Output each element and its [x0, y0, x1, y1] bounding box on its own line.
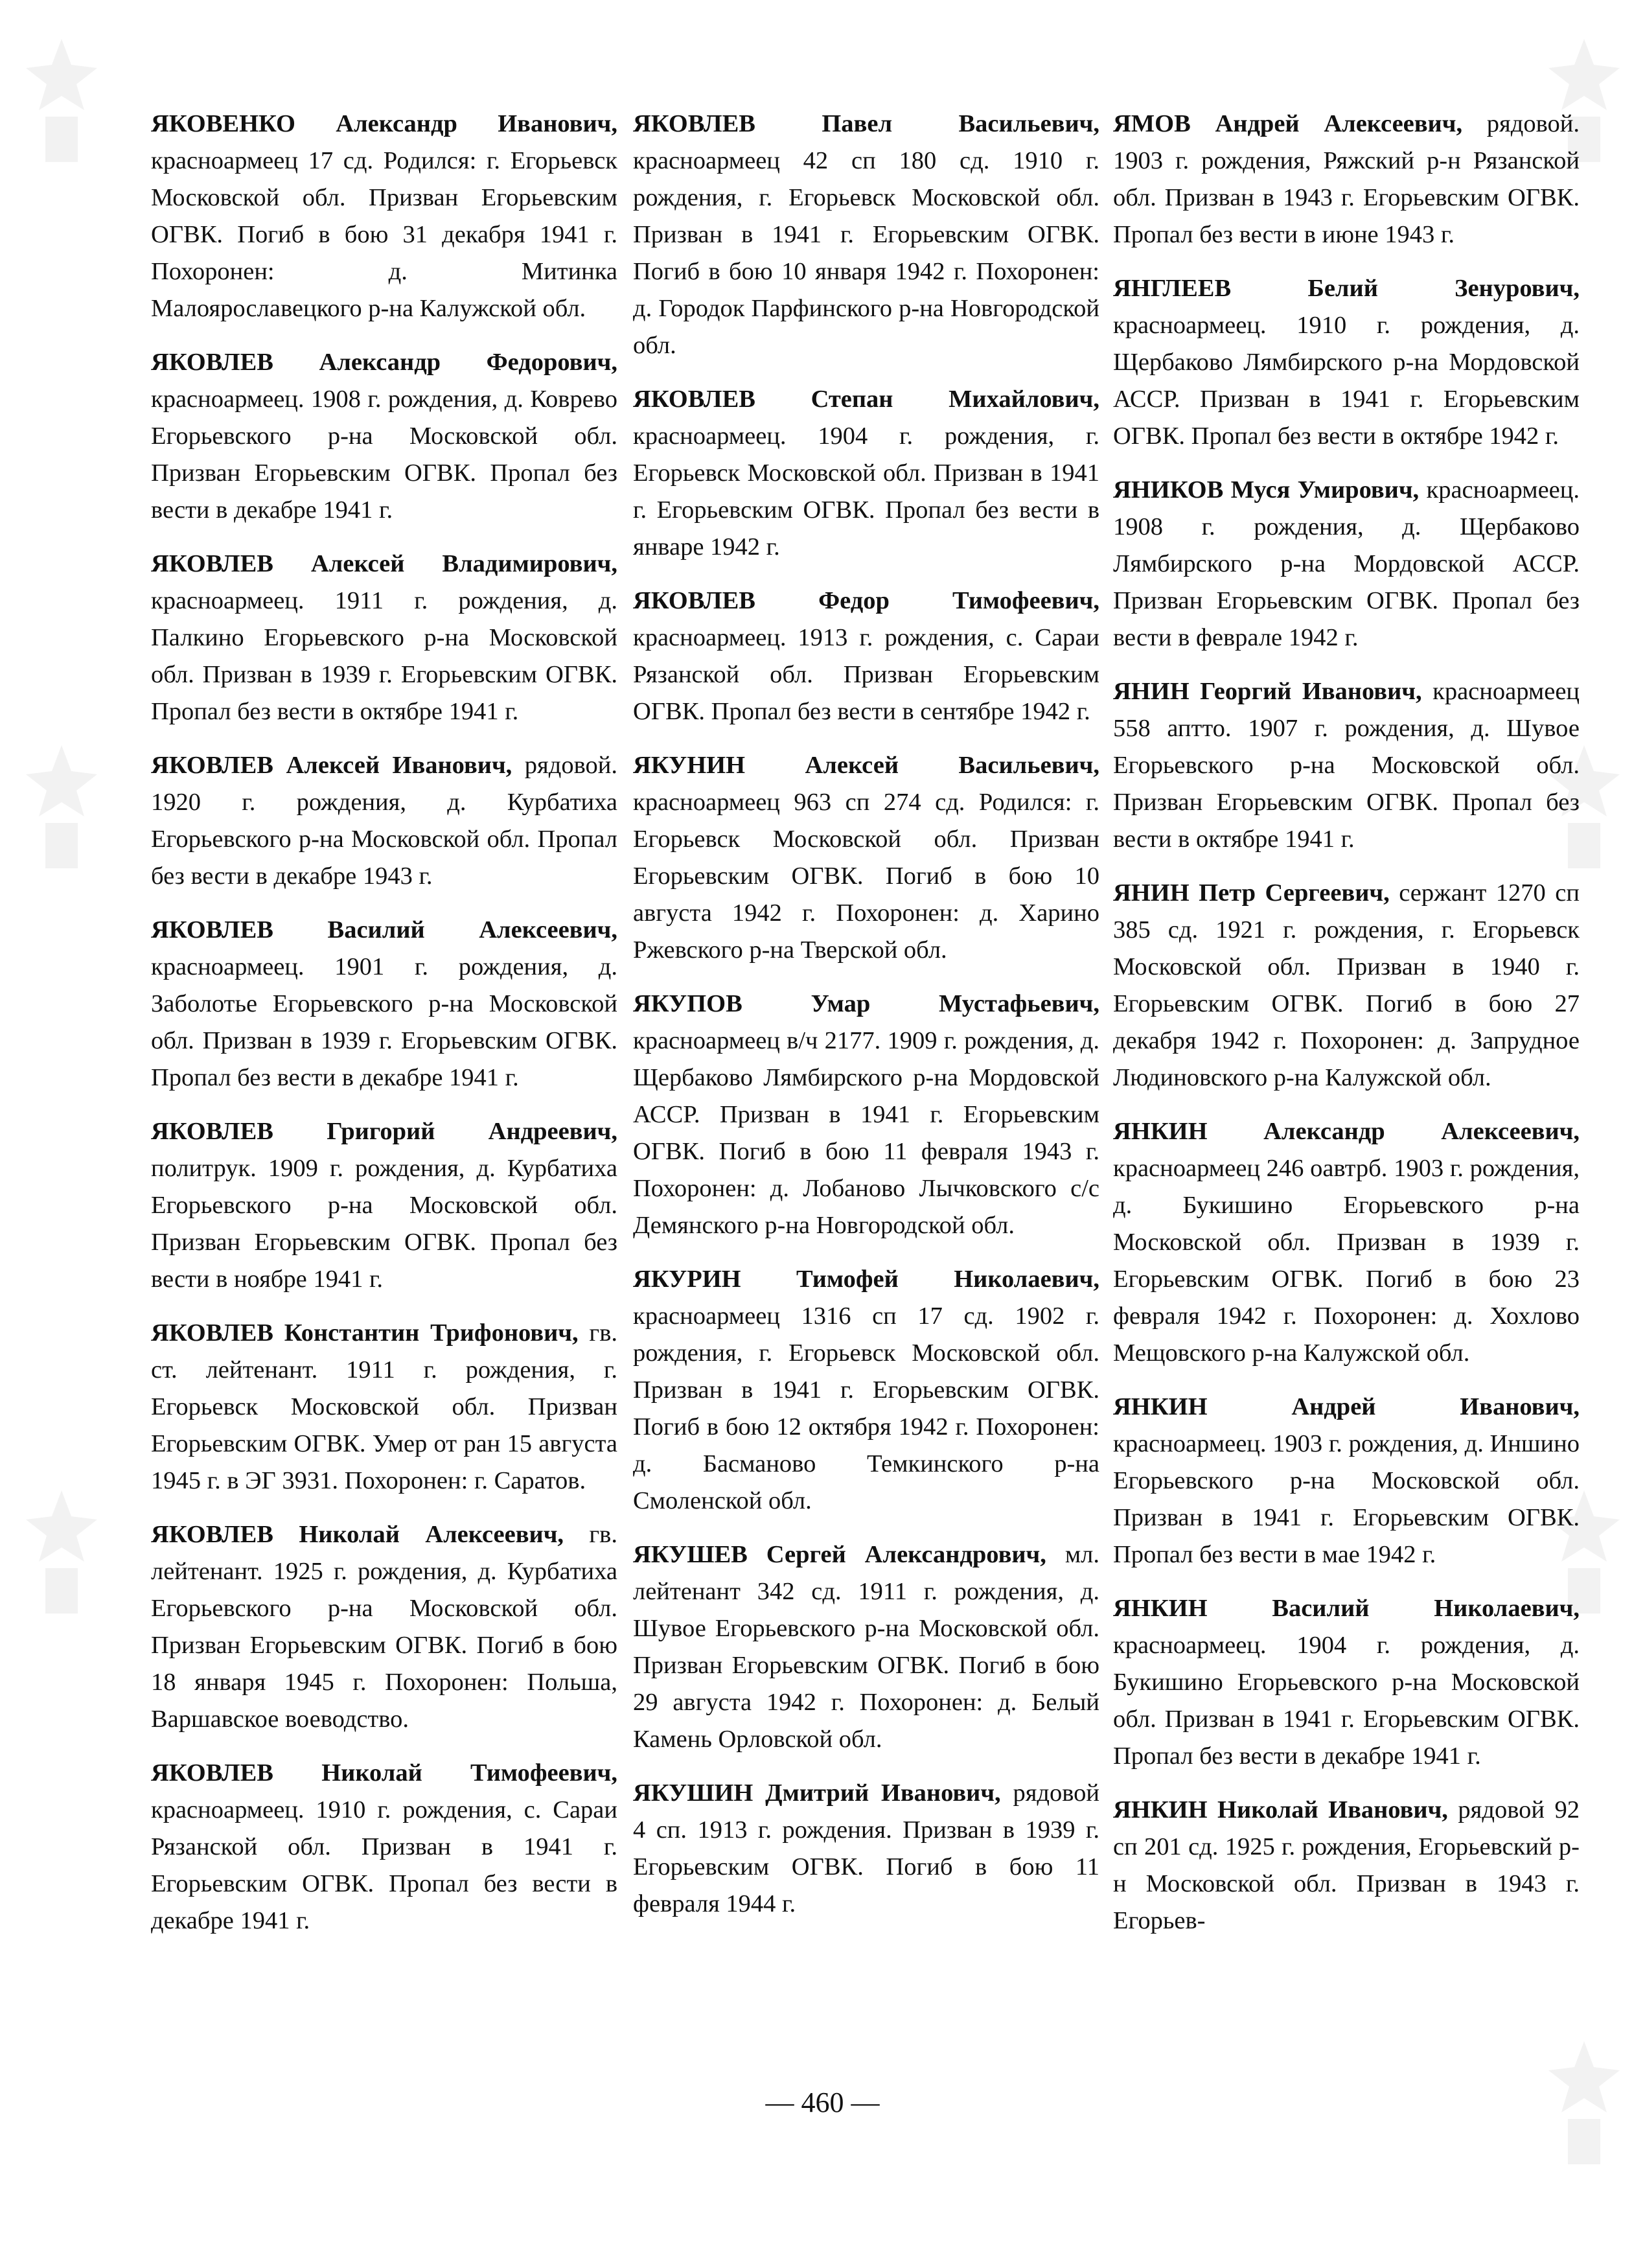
entry-text: гв. лейтенант. 1925 г. рождения, д. Курбатиха Егорьевского р-на Московской обл. Призван Егорьевским ОГВК. Погиб в бою 18 января 1945 г. Похоронен: Польша, Варшавское воеводство.: [151, 1521, 617, 1733]
entry-name: ЯКОВЛЕВ Василий Алексеевич,: [151, 916, 617, 943]
entry-name: ЯНКИН Василий Николаевич,: [1113, 1595, 1580, 1622]
entry: [1113, 1113, 1580, 1372]
entry: [1113, 270, 1580, 455]
entry-text: красноармеец 1316 сп 17 сд. 1902 г. рождения, г. Егорьевск Московской обл. Призван в 1941 г. Егорьевским ОГВК. Погиб в бою 12 октября 1942 г. Похоронен: д. Басманово Темкинского р-на Смоленской обл.: [633, 1302, 1099, 1514]
entry: [1113, 875, 1580, 1096]
entry-name: ЯКОВЕНКО Александр Иванович,: [151, 110, 617, 137]
entry-name: ЯНГЛЕЕВ Белий Зенурович,: [1113, 275, 1580, 302]
entry: [1113, 106, 1580, 253]
entry: [633, 1775, 1099, 1923]
entry: [1113, 1590, 1580, 1775]
entry: [633, 381, 1099, 566]
entry-name: ЯКОВЛЕВ Алексей Иванович,: [151, 752, 512, 779]
entry-name: ЯКОВЛЕВ Степан Михайлович,: [633, 386, 1099, 413]
entry-name: ЯНИН Георгий Иванович,: [1113, 678, 1422, 705]
column-2: [633, 106, 1099, 1939]
entry-name: ЯКУПОВ Умар Мустафьевич,: [633, 990, 1099, 1017]
entry-name: ЯНКИН Николай Иванович,: [1113, 1796, 1448, 1823]
entry-text: рядовой. 1920 г. рождения, д. Курбатиха Егорьевского р-на Московской обл. Пропал без вести в декабре 1943 г.: [151, 752, 617, 890]
entry: [633, 583, 1099, 730]
entry-name: ЯМОВ Андрей Алексеевич,: [1113, 110, 1463, 137]
entry-text: красноармеец 17 сд. Родился: г. Егорьевск Московской обл. Призван Егорьевским ОГВК. Погиб в бою 31 декабря 1941 г. Похоронен: д. Митинка Малоярославецкого р-на Калужской обл.: [151, 147, 617, 322]
entry: [151, 747, 617, 895]
entry-text: красноармеец. 1904 г. рождения, г. Егорьевск Московской обл. Призван в 1941 г. Егорьевским ОГВК. Пропал без вести в январе 1942 г.: [633, 422, 1099, 561]
entry-text: красноармеец. 1901 г. рождения, д. Заболотье Егорьевского р-на Московской обл. Призван в 1939 г. Егорьевским ОГВК. Пропал без вести в декабре 1941 г.: [151, 953, 617, 1091]
entry: [151, 1113, 617, 1298]
entry-text: красноармеец. 1903 г. рождения, д. Иншино Егорьевского р-на Московской обл. Призван в 1941 г. Егорьевским ОГВК. Пропал без вести в мае 1942 г.: [1113, 1430, 1580, 1568]
entry-name: ЯКОВЛЕВ Николай Тимофеевич,: [151, 1759, 617, 1787]
entry-name: ЯКОВЛЕВ Константин Трифонович,: [151, 1319, 579, 1347]
entry: [1113, 1792, 1580, 1939]
column-3: [1113, 106, 1580, 1956]
entry-text: сержант 1270 сп 385 сд. 1921 г. рождения, г. Егорьевск Московской обл. Призван в 1940 г. Егорьевским ОГВК. Погиб в бою 27 декабря 1942 г. Похоронен: д. Запрудное Людиновского р-на Калужской обл.: [1113, 879, 1580, 1091]
entry-name: ЯНКИН Александр Алексеевич,: [1113, 1118, 1580, 1145]
entry-text: красноармеец в/ч 2177. 1909 г. рождения, д. Щербаково Лямбирского р-на Мордовской АССР. Призван в 1941 г. Егорьевским ОГВК. Погиб в бою 11 февраля 1943 г. Похоронен: д. Лобаново Лычковского с/с Демянского р-на Новгородской обл.: [633, 1027, 1099, 1239]
entry: [633, 106, 1099, 364]
entry: [151, 1516, 617, 1738]
entry: [633, 1261, 1099, 1520]
entry-name: ЯНИН Петр Сергеевич,: [1113, 879, 1390, 907]
entry-name: ЯКОВЛЕВ Николай Алексеевич,: [151, 1521, 564, 1548]
entry-name: ЯНИКОВ Муся Умирович,: [1113, 476, 1420, 503]
entry: [633, 747, 1099, 969]
entry-text: красноармеец. 1913 г. рождения, с. Сараи Рязанской обл. Призван Егорьевским ОГВК. Пропал без вести в сентябре 1942 г.: [633, 624, 1099, 725]
entry: [633, 1536, 1099, 1758]
entry-text: политрук. 1909 г. рождения, д. Курбатиха Егорьевского р-на Московской обл. Призван Егорьевским ОГВК. Пропал без вести в ноябре 1941 г.: [151, 1155, 617, 1293]
entry-text: гв. ст. лейтенант. 1911 г. рождения, г. Егорьевск Московской обл. Призван Егорьевским ОГВК. Умер от ран 15 августа 1945 г. в ЭГ 3931. Похоронен: г. Саратов.: [151, 1319, 618, 1494]
entry-name: ЯКОВЛЕВ Федор Тимофеевич,: [633, 587, 1099, 614]
entry-text: красноармеец. 1908 г. рождения, д. Щербаково Лямбирского р-на Мордовской АССР. Призван Егорьевским ОГВК. Пропал без вести в феврале 1942 г.: [1113, 476, 1580, 651]
entry: [1113, 1389, 1580, 1573]
entry: [151, 106, 617, 327]
entry-text: красноармеец. 1910 г. рождения, д. Щербаково Лямбирского р-на Мордовской АССР. Призван в 1941 г. Егорьевским ОГВК. Пропал без вести в октябре 1942 г.: [1113, 312, 1580, 450]
entry-name: ЯКУШЕВ Сергей Александрович,: [633, 1541, 1046, 1568]
entry-text: красноармеец 42 сп 180 сд. 1910 г. рождения, г. Егорьевск Московской обл. Призван в 1941 г. Егорьевским ОГВК. Погиб в бою 10 января 1942 г. Похоронен: д. Городок Парфинского р-на Новгородской обл.: [633, 147, 1099, 359]
entry-name: ЯКОВЛЕВ Алексей Владимирович,: [151, 550, 617, 577]
entry-text: красноармеец 963 сп 274 сд. Родился: г. Егорьевск Московской обл. Призван Егорьевским ОГВК. Погиб в бою 10 августа 1942 г. Похоронен: д. Харино Ржевского р-на Тверской обл.: [633, 789, 1099, 964]
watermark-icon: [26, 39, 97, 168]
entry-text: красноармеец. 1911 г. рождения, д. Палкино Егорьевского р-на Московской обл. Призван в 1939 г. Егорьевским ОГВК. Пропал без вести в октябре 1941 г.: [151, 587, 617, 725]
entry-text: красноармеец 558 аптто. 1907 г. рождения, д. Шувое Егорьевского р-на Московской обл. Призван Егорьевским ОГВК. Пропал без вести в октябре 1941 г.: [1113, 678, 1580, 853]
entry: [633, 986, 1099, 1244]
entry: [151, 344, 617, 529]
entry-name: ЯКУРИН Тимофей Николаевич,: [633, 1266, 1099, 1293]
entry-name: ЯНКИН Андрей Иванович,: [1113, 1393, 1580, 1420]
entry-text: мл. лейтенант 342 сд. 1911 г. рождения, д. Шувое Егорьевского р-на Московской обл. Призван Егорьевским ОГВК. Погиб в бою 29 августа 1942 г. Похоронен: д. Белый Камень Орловской обл.: [633, 1541, 1100, 1753]
entry-text: рядовой 92 сп 201 сд. 1925 г. рождения, Егорьевский р-н Московской обл. Призван в 1943 г. Егорьев-: [1113, 1796, 1580, 1934]
entry-text: рядовой. 1903 г. рождения, Ряжский р-н Рязанской обл. Призван в 1943 г. Егорьевским ОГВК. Пропал без вести в июне 1943 г.: [1113, 110, 1580, 248]
entry-name: ЯКОВЛЕВ Александр Федорович,: [151, 349, 617, 376]
entry: [1113, 472, 1580, 656]
watermark-icon: [26, 1490, 97, 1620]
entry-text: красноармеец. 1910 г. рождения, с. Сараи Рязанской обл. Призван в 1941 г. Егорьевским ОГВК. Пропал без вести в декабре 1941 г.: [151, 1796, 617, 1934]
entry: [151, 546, 617, 730]
entry-text: рядовой 4 сп. 1913 г. рождения. Призван в 1939 г. Егорьевским ОГВК. Погиб в бою 11 февраля 1944 г.: [633, 1779, 1100, 1917]
entry-text: красноармеец. 1908 г. рождения, д. Коврево Егорьевского р-на Московской обл. Призван Егорьевским ОГВК. Пропал без вести в декабре 1941 г.: [151, 386, 617, 524]
page-number: — 460 —: [765, 2087, 880, 2118]
entry-name: ЯКУНИН Алексей Васильевич,: [633, 752, 1099, 779]
entry: [151, 1315, 617, 1499]
entry-text: красноармеец. 1904 г. рождения, д. Букишино Егорьевского р-на Московской обл. Призван в 1941 г. Егорьевским ОГВК. Пропал без вести в декабре 1941 г.: [1113, 1632, 1580, 1770]
entry-name: ЯКУШИН Дмитрий Иванович,: [633, 1779, 1001, 1807]
entry: [1113, 673, 1580, 858]
entry-name: ЯКОВЛЕВ Павел Васильевич,: [633, 110, 1099, 137]
entry-text: красноармеец 246 оавтрб. 1903 г. рождения, д. Букишино Егорьевского р-на Московской обл. Призван в 1939 г. Егорьевским ОГВК. Погиб в бою 23 февраля 1942 г. Похоронен: д. Хохлово Мещовского р-на Калужской обл.: [1113, 1155, 1580, 1367]
entry: [151, 1755, 617, 1939]
watermark-icon: [26, 745, 97, 875]
entry-name: ЯКОВЛЕВ Григорий Андреевич,: [151, 1118, 617, 1145]
entry: [151, 912, 617, 1096]
column-1: [151, 106, 617, 1956]
